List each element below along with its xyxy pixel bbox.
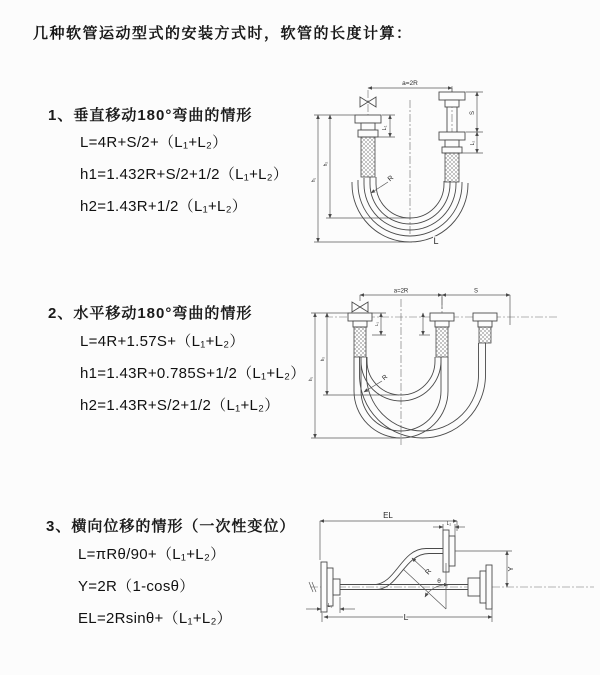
dim-label-h2: h₂: [320, 356, 325, 362]
diagram-lateral-displacement: [302, 505, 600, 655]
hose-arcs: [354, 343, 486, 438]
dim-label-h1: h₁: [311, 177, 317, 183]
right-fitting: [439, 92, 465, 182]
dim-label-y: Y: [506, 566, 515, 572]
right-fitting: [473, 313, 497, 343]
diagram-vertical-180-bend: [300, 72, 570, 252]
dim-label-h2: h₂: [323, 161, 329, 167]
section3-heading: 3、横向位移的情形（一次性变位）: [46, 518, 296, 535]
right-fitting: [468, 565, 492, 609]
dim-label-l1: L₁: [374, 321, 379, 327]
dim-a2r: [368, 80, 452, 93]
section3-formula-Y: Y=2R（1-cosθ）: [78, 578, 195, 595]
left-fitting: [348, 313, 372, 357]
section2-formula-L: L=4R+1.57S+（L₁+L₂）: [80, 333, 245, 350]
dim-label-l1: L₁: [382, 125, 388, 131]
centerlines: [309, 582, 594, 592]
dim-label-l2: L₂: [470, 140, 476, 146]
dim-l: [322, 591, 492, 622]
page-title: 几种软管运动型式的安装方式时，软管的长度计算：: [33, 25, 413, 42]
section1-formula-h2: h2=1.43R+1/2（L₁+L₂）: [80, 198, 248, 215]
dim-label-a2r: a=2R: [393, 288, 409, 295]
dim-label-l2: L₂: [446, 521, 452, 527]
dim-label-s: S: [470, 110, 476, 116]
section2-heading: 2、水平移动180°弯曲的情形: [48, 305, 253, 322]
section2-formula-h2: h2=1.43R+S/2+1/2（L₁+L₂）: [80, 397, 280, 414]
dim-label-el: EL: [383, 511, 393, 520]
dim-label-l: L: [403, 612, 409, 622]
section3-formula-EL: EL=2Rsinθ+（L₁+L₂）: [78, 610, 232, 627]
left-braid: [354, 327, 366, 357]
section1-formula-L: L=4R+S/2+（L₁+L₂）: [80, 134, 228, 151]
diagram-horizontal-180-bend: [305, 283, 575, 455]
dim-label-l: L: [433, 236, 439, 246]
centerlines: [368, 86, 452, 234]
middle-braid: [436, 327, 448, 357]
left-fitting: [355, 115, 381, 177]
upper-flange: [443, 530, 455, 572]
left-braid: [361, 137, 375, 177]
dim-label-r: R: [380, 373, 390, 383]
section2-formula-h1: h1=1.43R+0.785S+1/2（L₁+L₂）: [80, 365, 306, 382]
dim-el: [320, 511, 457, 560]
dim-label-s: S: [473, 288, 479, 295]
dim-label-r: R: [386, 174, 396, 184]
dim-label-r: R: [424, 567, 434, 577]
section1-heading: 1、垂直移动180°弯曲的情形: [48, 107, 253, 124]
middle-fitting: [430, 313, 454, 357]
right-braid: [479, 327, 491, 343]
section1-formula-h1: h1=1.432R+S/2+1/2（L₁+L₂）: [80, 166, 289, 183]
dim-label-a2r: a=2R: [402, 80, 418, 87]
dim-s: [461, 92, 483, 153]
dim-label-theta: θ: [437, 578, 441, 585]
right-braid: [445, 153, 459, 182]
radius-leader: [412, 558, 433, 576]
dim-label-h1: h₁: [308, 376, 313, 382]
dim-label-l1: L₁: [327, 603, 333, 609]
valve-icon: [352, 302, 368, 312]
section3-formula-L: L=πRθ/90+（L₁+L₂）: [78, 546, 226, 563]
